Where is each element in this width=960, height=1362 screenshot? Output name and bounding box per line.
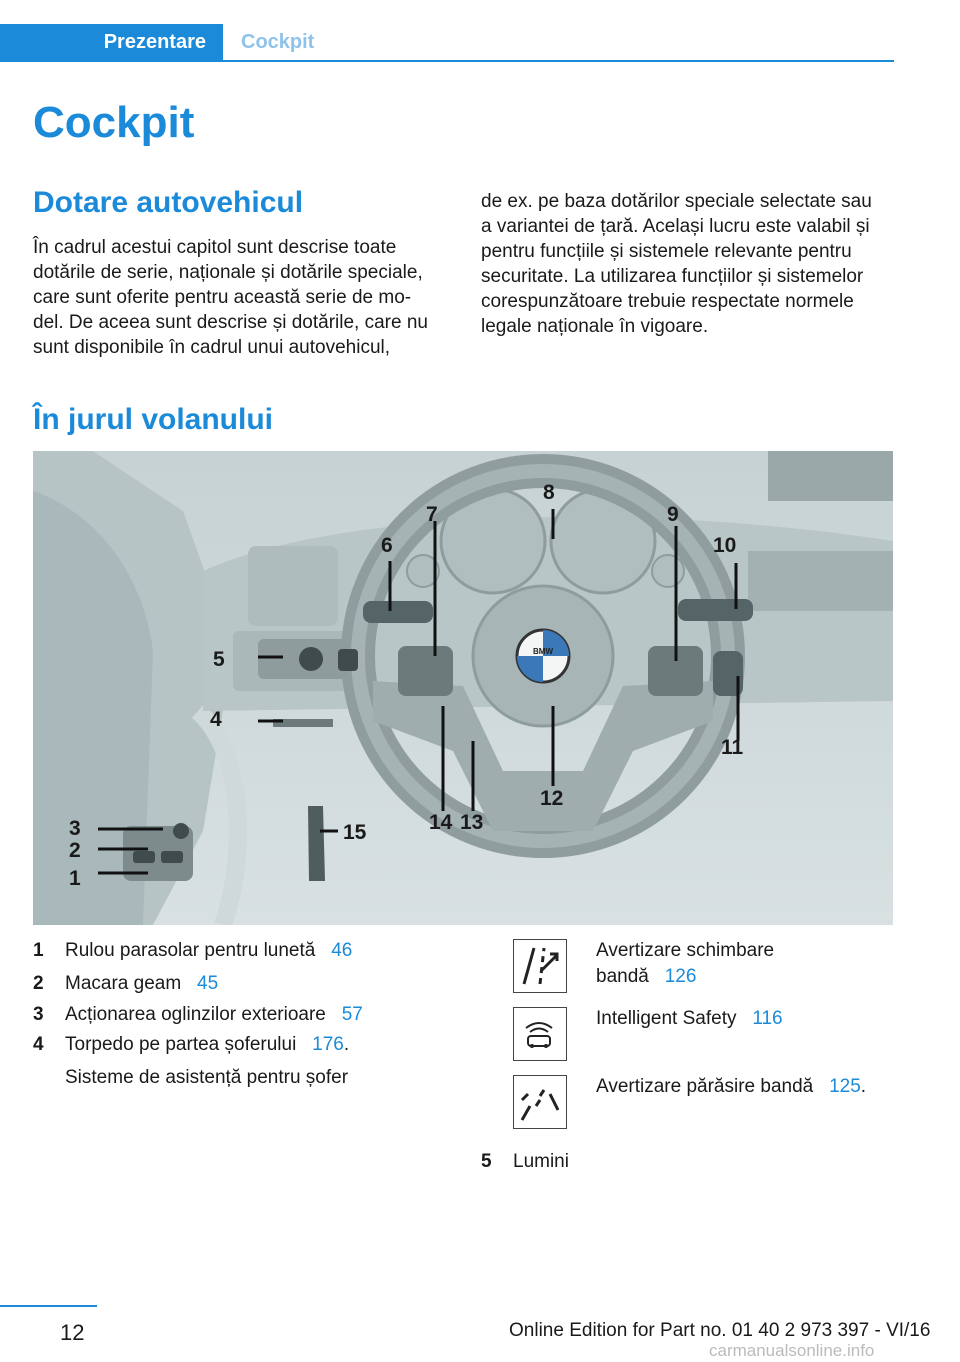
callout-6: 6 — [381, 534, 393, 557]
intelligent-safety-icon — [513, 1007, 567, 1061]
section-heading-dotare: Dotare autovehicul — [33, 186, 304, 219]
watermark: carmanualsonline.info — [709, 1341, 875, 1360]
tab-cockpit[interactable]: Cockpit — [241, 30, 315, 53]
item-number: 2 — [33, 973, 44, 994]
item-number: 3 — [33, 1004, 44, 1025]
item-label: Avertizare schimbare — [596, 940, 775, 961]
bmw-logo-text: BMW — [533, 647, 553, 656]
legend-list-left — [33, 938, 453, 1098]
callout-14: 14 — [429, 811, 453, 834]
page-link[interactable]: 116 — [752, 1008, 783, 1029]
item-label: Intelligent Safety — [596, 1008, 737, 1029]
callout-12: 12 — [540, 787, 564, 810]
text-line: de ex. pe baza dotărilor speciale selectate sau — [481, 191, 872, 212]
text-line: sunt disponibile în cadrul unui autovehicul, — [33, 337, 391, 358]
item-number: 1 — [33, 940, 44, 961]
callout-10: 10 — [713, 534, 737, 557]
item-label: Lumini — [513, 1151, 569, 1172]
cockpit-illustration — [33, 451, 893, 925]
list-item — [596, 938, 774, 990]
page-link[interactable]: 46 — [331, 940, 353, 961]
callout-1: 1 — [69, 867, 81, 890]
item-label: Rulou parasolar pentru lunetă — [65, 940, 316, 961]
list-item — [481, 1149, 569, 1175]
text-line: În cadrul acestui capitol sunt descrise toate — [33, 237, 397, 258]
item-label: Torpedo pe partea șoferului — [65, 1034, 297, 1055]
text-line: a variantei de țară. Același lucru este valabil și — [481, 216, 870, 237]
intro-column-left — [33, 235, 428, 360]
text-line: pentru funcțiile și sistemele relevante pentru — [481, 241, 852, 262]
callout-4: 4 — [210, 708, 222, 731]
callout-13: 13 — [460, 811, 484, 834]
callout-5: 5 — [213, 648, 225, 671]
list-item — [596, 1006, 783, 1032]
item-label: Avertizare părăsire bandă — [596, 1076, 814, 1097]
text-line: care sunt oferite pentru această serie de mo‐ — [33, 287, 412, 308]
cockpit-drawing — [33, 451, 893, 925]
text-line: legale naționale în vigoare. — [481, 316, 709, 337]
item-label-line2 — [596, 964, 774, 990]
callout-8: 8 — [543, 481, 555, 504]
page-link[interactable]: 57 — [341, 1004, 363, 1025]
item-label: Acționarea oglinzilor exterioare — [65, 1004, 326, 1025]
item-text-wrap — [65, 1002, 363, 1028]
page-link[interactable]: 45 — [197, 973, 219, 994]
lane-change-warning-icon — [513, 939, 567, 993]
text-line: del. De aceea sunt descrise și dotările, care nu — [33, 312, 428, 333]
callout-3: 3 — [69, 817, 81, 840]
lane-departure-warning-icon — [513, 1075, 567, 1129]
list-item — [596, 1074, 866, 1100]
callout-2: 2 — [69, 839, 81, 862]
item-text-wrap — [65, 938, 352, 964]
intro-column-right — [481, 189, 872, 339]
page-link[interactable]: 125 — [829, 1076, 861, 1097]
item-suffix: . — [860, 1076, 867, 1097]
callout-11: 11 — [721, 736, 744, 759]
tab-prezentare[interactable]: Prezentare — [0, 24, 223, 60]
callout-15: 15 — [343, 821, 367, 844]
edition-note: Online Edition for Part no. 01 40 2 973 397 - VI/16 — [509, 1320, 931, 1341]
assist-subheading: Sisteme de asistență pentru șofer — [65, 1067, 349, 1088]
text-line: corespunzătoare trebuie respectate normele — [481, 291, 854, 312]
item-number: 5 — [481, 1151, 492, 1172]
tab-bar — [0, 24, 894, 62]
callout-7: 7 — [426, 503, 438, 526]
callout-9: 9 — [667, 503, 679, 526]
item-label: Macara geam — [65, 973, 182, 994]
page-link[interactable]: 176 — [312, 1034, 344, 1055]
item-label: bandă — [596, 966, 649, 987]
item-suffix: . — [343, 1034, 350, 1055]
text-line: securitate. La utilizarea funcțiilor și sistemelor — [481, 266, 864, 287]
text-line: dotările de serie, naționale și dotările speciale, — [33, 262, 423, 283]
item-text-wrap — [65, 1032, 349, 1058]
section-heading-volan: În jurul volanului — [33, 403, 273, 436]
item-text-wrap — [65, 971, 218, 997]
page-link[interactable]: 126 — [664, 966, 697, 987]
tab-underline — [0, 60, 894, 62]
footer-rule — [0, 1305, 97, 1307]
page-number: 12 — [60, 1320, 85, 1345]
item-number: 4 — [33, 1034, 44, 1055]
page-title: Cockpit — [33, 98, 195, 147]
